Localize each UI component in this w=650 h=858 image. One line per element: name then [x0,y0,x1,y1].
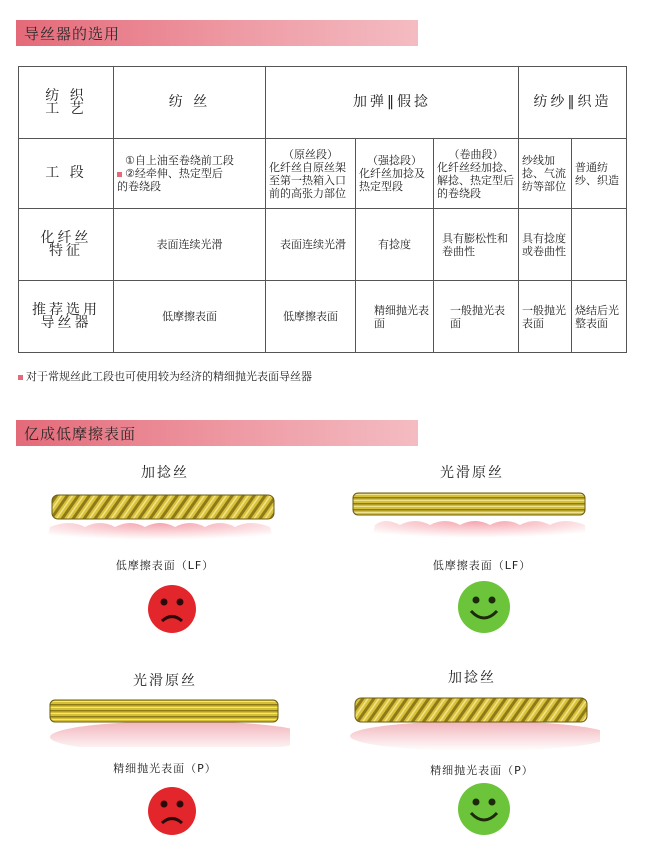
section-title-2: 亿成低摩擦表面 [24,425,137,443]
panel3-surface-caption: 精细抛光表面（P） [113,762,217,775]
tex1-body: 化纤丝自原丝架至第一热箱入口前的高张力部位 [269,160,346,200]
header-weaving: 纺纱‖织造 [519,67,627,139]
cell-weave2-process: 普通纺纱、织造 [572,139,627,209]
panel4-yarn-illustration [345,690,600,750]
row-head-process: 工 段 [19,139,114,209]
cell-spin-recommend: 低摩擦表面 [114,281,266,353]
bullet-square-icon [18,375,23,380]
panel3-yarn-label: 光滑原丝 [133,673,197,689]
sad-face-icon [146,785,198,837]
panel1-surface-caption: 低摩擦表面（LF） [115,559,215,572]
cell-spin-feature: 表面连续光滑 [114,209,266,281]
section-title-band-2 [16,420,418,446]
panel1-yarn-illustration [40,485,290,550]
cell-tex3-process [434,139,519,209]
footnote [18,368,312,384]
sad-face-icon [146,583,198,635]
bullet-square-icon [117,172,122,177]
tex2-head: （强捻段） [367,154,422,167]
header-spinning: 纺 丝 [114,67,266,139]
happy-face-icon [456,781,512,837]
happy-face-icon [456,579,512,635]
cell-tex3-feature: 具有膨松性和卷曲性 [434,209,519,281]
spin-item-1: ①自上油至卷绕前工段 [125,154,234,167]
cell-spin-process [114,139,266,209]
spin-item-2: ②经牵伸、热定型后 [125,167,223,180]
cell-weave2-recommend: 烧结后光整表面 [572,281,627,353]
cell-tex2-recommend: 精细抛光表面 [356,281,434,353]
spin-item-3: 的卷绕段 [117,180,161,193]
tex2-body: 化纤丝加捻及热定型段 [359,167,425,193]
tex1-head: （原丝段） [283,147,338,161]
cell-tex1-feature: 表面连续光滑 [266,209,356,281]
cell-tex2-process [356,139,434,209]
cell-tex2-feature: 有捻度 [356,209,434,281]
panel4-yarn-label: 加捻丝 [448,670,496,686]
tex3-head: （卷曲段） [448,147,504,161]
cell-tex3-recommend: 一般抛光表面 [434,281,519,353]
cell-weave1-process: 纱线加捻、气流纺等部位 [519,139,572,209]
cell-weave1-recommend: 一般抛光表面 [519,281,572,353]
cell-weave1-feature: 具有捻度或卷曲性 [519,209,572,281]
feature-line-1: 化纤丝 [40,229,92,246]
row-head-recommend [19,281,114,353]
row-head-feature [19,209,114,281]
recommend-line-1: 推荐选用 [32,301,100,318]
corner-line-2: 工 艺 [45,100,87,117]
header-texturing: 加弹‖假捻 [266,67,519,139]
panel4-surface-caption: 精细抛光表面（P） [430,764,534,777]
table-corner [19,67,114,139]
tex3-body: 化纤丝经加捻、解捻、热定型后的卷绕段 [437,160,514,200]
corner-line-1: 纺 织 [45,87,87,104]
panel2-yarn-illustration [345,485,595,550]
panel3-yarn-illustration [40,692,290,747]
section-title: 导丝器的选用 [24,25,121,43]
cell-weave2-feature [572,209,627,281]
panel2-surface-caption: 低摩擦表面（LF） [432,559,532,572]
cell-tex1-recommend: 低摩擦表面 [266,281,356,353]
cell-tex1-process [266,139,356,209]
selection-table [18,66,627,353]
footnote-text: 对于常规丝此工段也可使用较为经济的精细抛光表面导丝器 [26,370,312,383]
section-title-band [16,20,418,46]
recommend-line-2: 导丝器 [40,314,92,331]
panel2-yarn-label: 光滑原丝 [440,465,504,481]
panel1-yarn-label: 加捻丝 [141,465,189,481]
feature-line-2: 特征 [49,242,83,259]
